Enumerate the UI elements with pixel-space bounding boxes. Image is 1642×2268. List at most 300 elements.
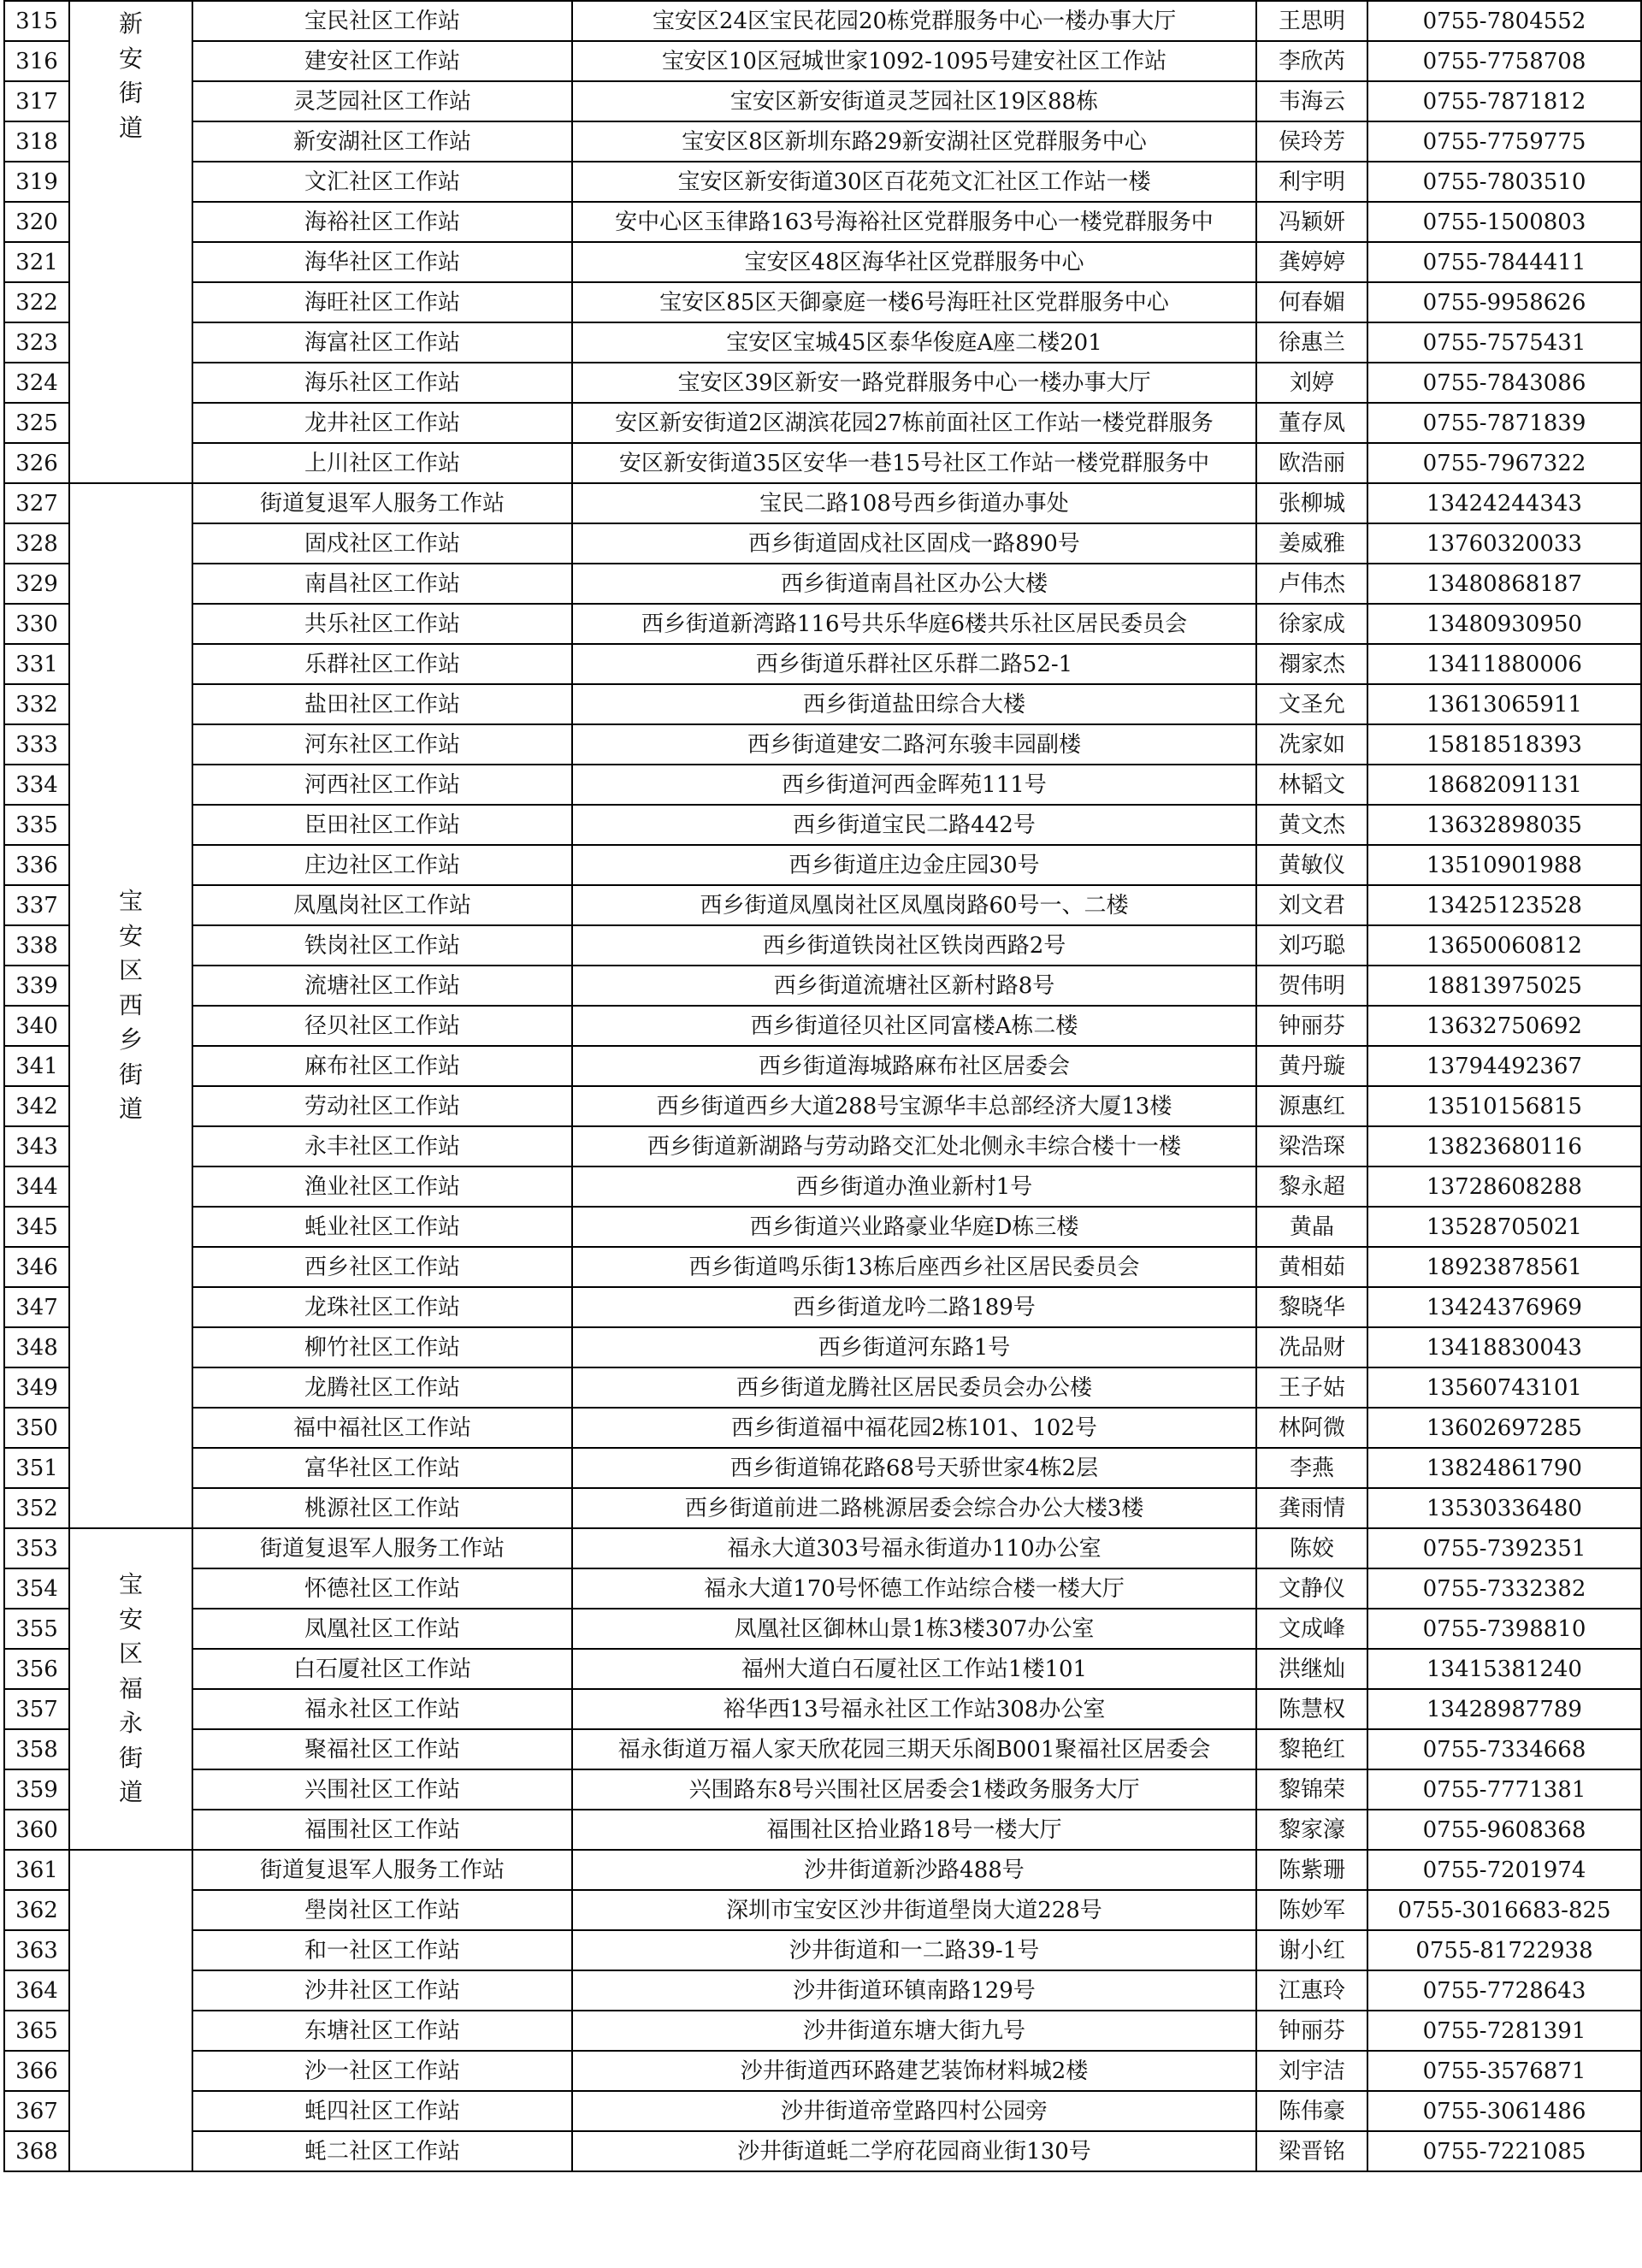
- station-name-cell: 街道复退军人服务工作站: [192, 1528, 572, 1568]
- row-number-cell: 343: [4, 1126, 69, 1166]
- table-row: [4, 1528, 1641, 1568]
- row-number-cell: 341: [4, 1046, 69, 1086]
- phone-cell: 13530336480: [1367, 1488, 1641, 1528]
- contact-person-cell: 黄文杰: [1256, 805, 1367, 845]
- address-cell: 西乡街道西乡大道288号宝源华丰总部经济大厦13楼: [572, 1086, 1256, 1126]
- address-cell: 西乡街道鸣乐街13栋后座西乡社区居民委员会: [572, 1247, 1256, 1287]
- contact-person-cell: 贺伟明: [1256, 966, 1367, 1006]
- phone-cell: 13428987789: [1367, 1689, 1641, 1729]
- station-name-cell: 海华社区工作站: [192, 242, 572, 282]
- row-number-cell: 339: [4, 966, 69, 1006]
- address-cell: 沙井街道蚝二学府花园商业街130号: [572, 2131, 1256, 2171]
- contact-person-cell: 文圣允: [1256, 684, 1367, 724]
- phone-cell: 0755-7871839: [1367, 403, 1641, 443]
- row-number-cell: 337: [4, 885, 69, 925]
- station-name-cell: 富华社区工作站: [192, 1448, 572, 1488]
- table-row: [4, 1006, 1641, 1046]
- row-number-cell: 354: [4, 1568, 69, 1609]
- address-cell: 宝安区48区海华社区党群服务中心: [572, 242, 1256, 282]
- station-name-cell: 聚福社区工作站: [192, 1729, 572, 1769]
- row-number-cell: 317: [4, 81, 69, 121]
- contact-person-cell: 钟丽芬: [1256, 2011, 1367, 2051]
- phone-cell: 0755-7575431: [1367, 322, 1641, 363]
- contact-person-cell: 陈慧权: [1256, 1689, 1367, 1729]
- station-name-cell: 文汇社区工作站: [192, 162, 572, 202]
- station-name-cell: 凤凰社区工作站: [192, 1609, 572, 1649]
- row-number-cell: 323: [4, 322, 69, 363]
- station-name-cell: 白石厦社区工作站: [192, 1649, 572, 1689]
- station-name-cell: 沙一社区工作站: [192, 2051, 572, 2091]
- table-row: [4, 1850, 1641, 1890]
- contact-person-cell: 陈紫珊: [1256, 1850, 1367, 1890]
- table-row: [4, 2051, 1641, 2091]
- address-cell: 安中心区玉律路163号海裕社区党群服务中心一楼党群服务中: [572, 202, 1256, 242]
- station-name-cell: 永丰社区工作站: [192, 1126, 572, 1166]
- phone-cell: 13480868187: [1367, 564, 1641, 604]
- row-number-cell: 358: [4, 1729, 69, 1769]
- table-row: [4, 322, 1641, 363]
- station-name-cell: 福围社区工作站: [192, 1810, 572, 1850]
- phone-cell: 0755-7334668: [1367, 1729, 1641, 1769]
- contact-person-cell: 黎家濠: [1256, 1810, 1367, 1850]
- station-name-cell: 流塘社区工作站: [192, 966, 572, 1006]
- phone-cell: 13824861790: [1367, 1448, 1641, 1488]
- phone-cell: 0755-3016683-825: [1367, 1890, 1641, 1930]
- row-number-cell: 321: [4, 242, 69, 282]
- table-row: [4, 1689, 1641, 1729]
- address-cell: 西乡街道福中福花园2栋101、102号: [572, 1408, 1256, 1448]
- phone-cell: 0755-7201974: [1367, 1850, 1641, 1890]
- address-cell: 西乡街道新湖路与劳动路交汇处北侧永丰综合楼十一楼: [572, 1126, 1256, 1166]
- address-cell: 安区新安街道35区安华一巷15号社区工作站一楼党群服务中: [572, 443, 1256, 483]
- table-row: [4, 483, 1641, 523]
- phone-cell: 13650060812: [1367, 925, 1641, 966]
- contact-person-cell: 陈妙军: [1256, 1890, 1367, 1930]
- row-number-cell: 342: [4, 1086, 69, 1126]
- address-cell: 西乡街道盐田综合大楼: [572, 684, 1256, 724]
- station-name-cell: 怀德社区工作站: [192, 1568, 572, 1609]
- contact-person-cell: 张柳城: [1256, 483, 1367, 523]
- phone-cell: 13632898035: [1367, 805, 1641, 845]
- table-row: [4, 1930, 1641, 1970]
- phone-cell: 0755-7804552: [1367, 1, 1641, 41]
- table-row: [4, 242, 1641, 282]
- table-row: [4, 1488, 1641, 1528]
- station-name-cell: 东塘社区工作站: [192, 2011, 572, 2051]
- phone-cell: 0755-3576871: [1367, 2051, 1641, 2091]
- row-number-cell: 365: [4, 2011, 69, 2051]
- row-number-cell: 328: [4, 523, 69, 564]
- row-number-cell: 357: [4, 1689, 69, 1729]
- table-row: [4, 966, 1641, 1006]
- district-label: 新安街道: [118, 9, 143, 142]
- address-cell: 西乡街道固戍社区固戍一路890号: [572, 523, 1256, 564]
- station-name-cell: 海乐社区工作站: [192, 363, 572, 403]
- address-cell: 西乡街道锦花路68号天骄世家4栋2层: [572, 1448, 1256, 1488]
- address-cell: 福永街道万福人家天欣花园三期天乐阁B001聚福社区居委会: [572, 1729, 1256, 1769]
- phone-cell: 13480930950: [1367, 604, 1641, 644]
- row-number-cell: 338: [4, 925, 69, 966]
- contact-person-cell: 梁浩琛: [1256, 1126, 1367, 1166]
- table-row: [4, 925, 1641, 966]
- station-name-cell: 海富社区工作站: [192, 322, 572, 363]
- address-cell: 沙井街道新沙路488号: [572, 1850, 1256, 1890]
- address-cell: 西乡街道建安二路河东骏丰园副楼: [572, 724, 1256, 765]
- station-name-cell: 宝民社区工作站: [192, 1, 572, 41]
- station-name-cell: 盐田社区工作站: [192, 684, 572, 724]
- contact-person-cell: 姜威雅: [1256, 523, 1367, 564]
- row-number-cell: 361: [4, 1850, 69, 1890]
- station-name-cell: 兴围社区工作站: [192, 1769, 572, 1810]
- row-number-cell: 362: [4, 1890, 69, 1930]
- table-row: [4, 363, 1641, 403]
- phone-cell: 0755-7332382: [1367, 1568, 1641, 1609]
- phone-cell: 0755-7398810: [1367, 1609, 1641, 1649]
- contact-person-cell: 洪继灿: [1256, 1649, 1367, 1689]
- station-name-cell: 固戍社区工作站: [192, 523, 572, 564]
- row-number-cell: 349: [4, 1367, 69, 1408]
- address-cell: 西乡街道南昌社区办公大楼: [572, 564, 1256, 604]
- station-name-cell: 街道复退军人服务工作站: [192, 483, 572, 523]
- phone-cell: 0755-7728643: [1367, 1970, 1641, 2011]
- station-name-cell: 龙井社区工作站: [192, 403, 572, 443]
- contact-person-cell: 钟丽芬: [1256, 1006, 1367, 1046]
- table-row: [4, 1207, 1641, 1247]
- address-cell: 沙井街道西环路建艺装饰材料城2楼: [572, 2051, 1256, 2091]
- row-number-cell: 322: [4, 282, 69, 322]
- station-name-cell: 海旺社区工作站: [192, 282, 572, 322]
- station-name-cell: 凤凰岗社区工作站: [192, 885, 572, 925]
- address-cell: 西乡街道新湾路116号共乐华庭6楼共乐社区居民委员会: [572, 604, 1256, 644]
- station-name-cell: 龙腾社区工作站: [192, 1367, 572, 1408]
- contact-person-cell: 黎锦荣: [1256, 1769, 1367, 1810]
- station-name-cell: 上川社区工作站: [192, 443, 572, 483]
- row-number-cell: 334: [4, 765, 69, 805]
- contact-person-cell: 欧浩丽: [1256, 443, 1367, 483]
- address-cell: 凤凰社区御林山景1栋3楼307办公室: [572, 1609, 1256, 1649]
- phone-cell: 13728608288: [1367, 1166, 1641, 1207]
- row-number-cell: 330: [4, 604, 69, 644]
- station-name-cell: 乐群社区工作站: [192, 644, 572, 684]
- contact-person-cell: 徐惠兰: [1256, 322, 1367, 363]
- address-cell: 宝安区10区冠城世家1092-1095号建安社区工作站: [572, 41, 1256, 81]
- contact-person-cell: 李燕: [1256, 1448, 1367, 1488]
- table-row: [4, 1367, 1641, 1408]
- phone-cell: 0755-7392351: [1367, 1528, 1641, 1568]
- row-number-cell: 350: [4, 1408, 69, 1448]
- phone-cell: 0755-1500803: [1367, 202, 1641, 242]
- contact-person-cell: 王子姑: [1256, 1367, 1367, 1408]
- phone-cell: 13794492367: [1367, 1046, 1641, 1086]
- table-row: [4, 403, 1641, 443]
- station-name-cell: 蚝业社区工作站: [192, 1207, 572, 1247]
- table-row: [4, 1649, 1641, 1689]
- contact-person-cell: 黄相茹: [1256, 1247, 1367, 1287]
- contact-person-cell: 黄敏仪: [1256, 845, 1367, 885]
- service-station-table: [3, 0, 1642, 2172]
- station-name-cell: 共乐社区工作站: [192, 604, 572, 644]
- address-cell: 福围社区拾业路18号一楼大厅: [572, 1810, 1256, 1850]
- phone-cell: 18813975025: [1367, 966, 1641, 1006]
- address-cell: 西乡街道流塘社区新村路8号: [572, 966, 1256, 1006]
- row-number-cell: 318: [4, 121, 69, 162]
- address-cell: 裕华西13号福永社区工作站308办公室: [572, 1689, 1256, 1729]
- address-cell: 西乡街道龙腾社区居民委员会办公楼: [572, 1367, 1256, 1408]
- table-row: [4, 1568, 1641, 1609]
- table-row: [4, 684, 1641, 724]
- phone-cell: 13602697285: [1367, 1408, 1641, 1448]
- phone-cell: 13510156815: [1367, 1086, 1641, 1126]
- table-row: [4, 1247, 1641, 1287]
- station-name-cell: 沙井社区工作站: [192, 1970, 572, 2011]
- phone-cell: 0755-7221085: [1367, 2131, 1641, 2171]
- contact-person-cell: 韦海云: [1256, 81, 1367, 121]
- address-cell: 福永大道170号怀德工作站综合楼一楼大厅: [572, 1568, 1256, 1609]
- contact-person-cell: 刘巧聪: [1256, 925, 1367, 966]
- row-number-cell: 327: [4, 483, 69, 523]
- table-row: [4, 805, 1641, 845]
- phone-cell: 13411880006: [1367, 644, 1641, 684]
- contact-person-cell: 江惠玲: [1256, 1970, 1367, 2011]
- table-row: [4, 845, 1641, 885]
- station-name-cell: 南昌社区工作站: [192, 564, 572, 604]
- row-number-cell: 329: [4, 564, 69, 604]
- station-name-cell: 径贝社区工作站: [192, 1006, 572, 1046]
- contact-person-cell: 侯玲芳: [1256, 121, 1367, 162]
- station-name-cell: 新安湖社区工作站: [192, 121, 572, 162]
- address-cell: 沙井街道帝堂路四村公园旁: [572, 2091, 1256, 2131]
- station-name-cell: 龙珠社区工作站: [192, 1287, 572, 1327]
- phone-cell: 0755-7843086: [1367, 363, 1641, 403]
- table-row: [4, 1970, 1641, 2011]
- table-row: [4, 523, 1641, 564]
- phone-cell: 0755-7967322: [1367, 443, 1641, 483]
- contact-person-cell: 禤家杰: [1256, 644, 1367, 684]
- station-name-cell: 庄边社区工作站: [192, 845, 572, 885]
- address-cell: 沙井街道东塘大街九号: [572, 2011, 1256, 2051]
- phone-cell: 13823680116: [1367, 1126, 1641, 1166]
- address-cell: 西乡街道径贝社区同富楼A栋二楼: [572, 1006, 1256, 1046]
- contact-person-cell: 刘婷: [1256, 363, 1367, 403]
- row-number-cell: 367: [4, 2091, 69, 2131]
- phone-cell: 13613065911: [1367, 684, 1641, 724]
- address-cell: 西乡街道宝民二路442号: [572, 805, 1256, 845]
- phone-cell: 13510901988: [1367, 845, 1641, 885]
- address-cell: 西乡街道前进二路桃源居委会综合办公大楼3楼: [572, 1488, 1256, 1528]
- station-name-cell: 灵芝园社区工作站: [192, 81, 572, 121]
- address-cell: 西乡街道龙吟二路189号: [572, 1287, 1256, 1327]
- table-row: [4, 724, 1641, 765]
- row-number-cell: 315: [4, 1, 69, 41]
- address-cell: 西乡街道河西金晖苑111号: [572, 765, 1256, 805]
- row-number-cell: 348: [4, 1327, 69, 1367]
- phone-cell: 0755-7871812: [1367, 81, 1641, 121]
- station-name-cell: 和一社区工作站: [192, 1930, 572, 1970]
- address-cell: 西乡街道海城路麻布社区居委会: [572, 1046, 1256, 1086]
- table-row: [4, 1086, 1641, 1126]
- address-cell: 深圳市宝安区沙井街道壆岗大道228号: [572, 1890, 1256, 1930]
- row-number-cell: 332: [4, 684, 69, 724]
- row-number-cell: 353: [4, 1528, 69, 1568]
- table-row: [4, 81, 1641, 121]
- table-row: [4, 1890, 1641, 1930]
- address-cell: 西乡街道乐群社区乐群二路52-1: [572, 644, 1256, 684]
- phone-cell: 0755-81722938: [1367, 1930, 1641, 1970]
- address-cell: 西乡街道兴业路豪业华庭D栋三楼: [572, 1207, 1256, 1247]
- contact-person-cell: 冼家如: [1256, 724, 1367, 765]
- station-name-cell: 柳竹社区工作站: [192, 1327, 572, 1367]
- row-number-cell: 351: [4, 1448, 69, 1488]
- contact-person-cell: 刘宇洁: [1256, 2051, 1367, 2091]
- phone-cell: 13560743101: [1367, 1367, 1641, 1408]
- phone-cell: 15818518393: [1367, 724, 1641, 765]
- contact-person-cell: 梁晋铭: [1256, 2131, 1367, 2171]
- phone-cell: 13632750692: [1367, 1006, 1641, 1046]
- contact-person-cell: 董存凤: [1256, 403, 1367, 443]
- station-name-cell: 麻布社区工作站: [192, 1046, 572, 1086]
- row-number-cell: 347: [4, 1287, 69, 1327]
- phone-cell: 13424244343: [1367, 483, 1641, 523]
- contact-person-cell: 文成峰: [1256, 1609, 1367, 1649]
- address-cell: 宝安区39区新安一路党群服务中心一楼办事大厅: [572, 363, 1256, 403]
- table-row: [4, 765, 1641, 805]
- address-cell: 安区新安街道2区湖滨花园27栋前面社区工作站一楼党群服务: [572, 403, 1256, 443]
- phone-cell: 0755-7759775: [1367, 121, 1641, 162]
- address-cell: 沙井街道和一二路39-1号: [572, 1930, 1256, 1970]
- address-cell: 宝安区新安街道灵芝园社区19区88栋: [572, 81, 1256, 121]
- row-number-cell: 368: [4, 2131, 69, 2171]
- contact-person-cell: 文静仪: [1256, 1568, 1367, 1609]
- address-cell: 宝安区8区新圳东路29新安湖社区党群服务中心: [572, 121, 1256, 162]
- phone-cell: 0755-7803510: [1367, 162, 1641, 202]
- station-name-cell: 劳动社区工作站: [192, 1086, 572, 1126]
- table-row: [4, 1327, 1641, 1367]
- station-name-cell: 蚝二社区工作站: [192, 2131, 572, 2171]
- address-cell: 西乡街道办渔业新村1号: [572, 1166, 1256, 1207]
- table-row: [4, 1769, 1641, 1810]
- station-name-cell: 壆岗社区工作站: [192, 1890, 572, 1930]
- address-cell: 福州大道白石厦社区工作站1楼101: [572, 1649, 1256, 1689]
- table-row: [4, 1126, 1641, 1166]
- phone-cell: 18682091131: [1367, 765, 1641, 805]
- district-cell: [69, 1, 192, 483]
- phone-cell: 0755-7758708: [1367, 41, 1641, 81]
- contact-person-cell: 陈伟豪: [1256, 2091, 1367, 2131]
- table-row: [4, 1287, 1641, 1327]
- contact-person-cell: 源惠红: [1256, 1086, 1367, 1126]
- district-label: 宝安区西乡街道: [118, 886, 143, 1124]
- station-name-cell: 建安社区工作站: [192, 41, 572, 81]
- row-number-cell: 340: [4, 1006, 69, 1046]
- table-row: [4, 885, 1641, 925]
- row-number-cell: 319: [4, 162, 69, 202]
- phone-cell: 0755-7281391: [1367, 2011, 1641, 2051]
- phone-cell: 13415381240: [1367, 1649, 1641, 1689]
- table-row: [4, 604, 1641, 644]
- contact-person-cell: 黎晓华: [1256, 1287, 1367, 1327]
- row-number-cell: 346: [4, 1247, 69, 1287]
- contact-person-cell: 陈姣: [1256, 1528, 1367, 1568]
- contact-person-cell: 卢伟杰: [1256, 564, 1367, 604]
- row-number-cell: 364: [4, 1970, 69, 2011]
- district-cell: [69, 1850, 192, 2171]
- row-number-cell: 366: [4, 2051, 69, 2091]
- address-cell: 福永大道303号福永街道办110办公室: [572, 1528, 1256, 1568]
- contact-person-cell: 黎艳红: [1256, 1729, 1367, 1769]
- row-number-cell: 356: [4, 1649, 69, 1689]
- row-number-cell: 335: [4, 805, 69, 845]
- table-row: [4, 41, 1641, 81]
- address-cell: 宝安区宝城45区泰华俊庭A座二楼201: [572, 322, 1256, 363]
- contact-person-cell: 李欣芮: [1256, 41, 1367, 81]
- phone-cell: 13528705021: [1367, 1207, 1641, 1247]
- contact-person-cell: 徐家成: [1256, 604, 1367, 644]
- table-row: [4, 282, 1641, 322]
- contact-person-cell: 冼品财: [1256, 1327, 1367, 1367]
- row-number-cell: 352: [4, 1488, 69, 1528]
- station-name-cell: 铁岗社区工作站: [192, 925, 572, 966]
- contact-person-cell: 王思明: [1256, 1, 1367, 41]
- contact-person-cell: 林阿微: [1256, 1408, 1367, 1448]
- address-cell: 西乡街道庄边金庄园30号: [572, 845, 1256, 885]
- phone-cell: 13418830043: [1367, 1327, 1641, 1367]
- contact-person-cell: 黎永超: [1256, 1166, 1367, 1207]
- row-number-cell: 331: [4, 644, 69, 684]
- station-name-cell: 河东社区工作站: [192, 724, 572, 765]
- row-number-cell: 344: [4, 1166, 69, 1207]
- row-number-cell: 333: [4, 724, 69, 765]
- station-name-cell: 街道复退军人服务工作站: [192, 1850, 572, 1890]
- station-name-cell: 渔业社区工作站: [192, 1166, 572, 1207]
- row-number-cell: 363: [4, 1930, 69, 1970]
- phone-cell: 18923878561: [1367, 1247, 1641, 1287]
- contact-person-cell: 谢小红: [1256, 1930, 1367, 1970]
- address-cell: 沙井街道环镇南路129号: [572, 1970, 1256, 2011]
- table-row: [4, 1810, 1641, 1850]
- row-number-cell: 316: [4, 41, 69, 81]
- table-body: [4, 1, 1641, 2171]
- table-row: [4, 1609, 1641, 1649]
- table-row: [4, 443, 1641, 483]
- address-cell: 西乡街道铁岗社区铁岗西路2号: [572, 925, 1256, 966]
- contact-person-cell: 龚婷婷: [1256, 242, 1367, 282]
- phone-cell: 13425123528: [1367, 885, 1641, 925]
- address-cell: 西乡街道凤凰岗社区凤凰岗路60号一、二楼: [572, 885, 1256, 925]
- table-row: [4, 1408, 1641, 1448]
- address-cell: 兴围路东8号兴围社区居委会1楼政务服务大厅: [572, 1769, 1256, 1810]
- table-row: [4, 1448, 1641, 1488]
- address-cell: 宝安区新安街道30区百花苑文汇社区工作站一楼: [572, 162, 1256, 202]
- row-number-cell: 345: [4, 1207, 69, 1247]
- phone-cell: 0755-7844411: [1367, 242, 1641, 282]
- row-number-cell: 325: [4, 403, 69, 443]
- table-row: [4, 2131, 1641, 2171]
- table-row: [4, 162, 1641, 202]
- table-row: [4, 202, 1641, 242]
- contact-person-cell: 黄丹璇: [1256, 1046, 1367, 1086]
- row-number-cell: 355: [4, 1609, 69, 1649]
- station-name-cell: 蚝四社区工作站: [192, 2091, 572, 2131]
- table-row: [4, 644, 1641, 684]
- phone-cell: 0755-3061486: [1367, 2091, 1641, 2131]
- row-number-cell: 360: [4, 1810, 69, 1850]
- phone-cell: 0755-7771381: [1367, 1769, 1641, 1810]
- station-name-cell: 河西社区工作站: [192, 765, 572, 805]
- station-name-cell: 臣田社区工作站: [192, 805, 572, 845]
- station-name-cell: 桃源社区工作站: [192, 1488, 572, 1528]
- table-row: [4, 2011, 1641, 2051]
- address-cell: 宝民二路108号西乡街道办事处: [572, 483, 1256, 523]
